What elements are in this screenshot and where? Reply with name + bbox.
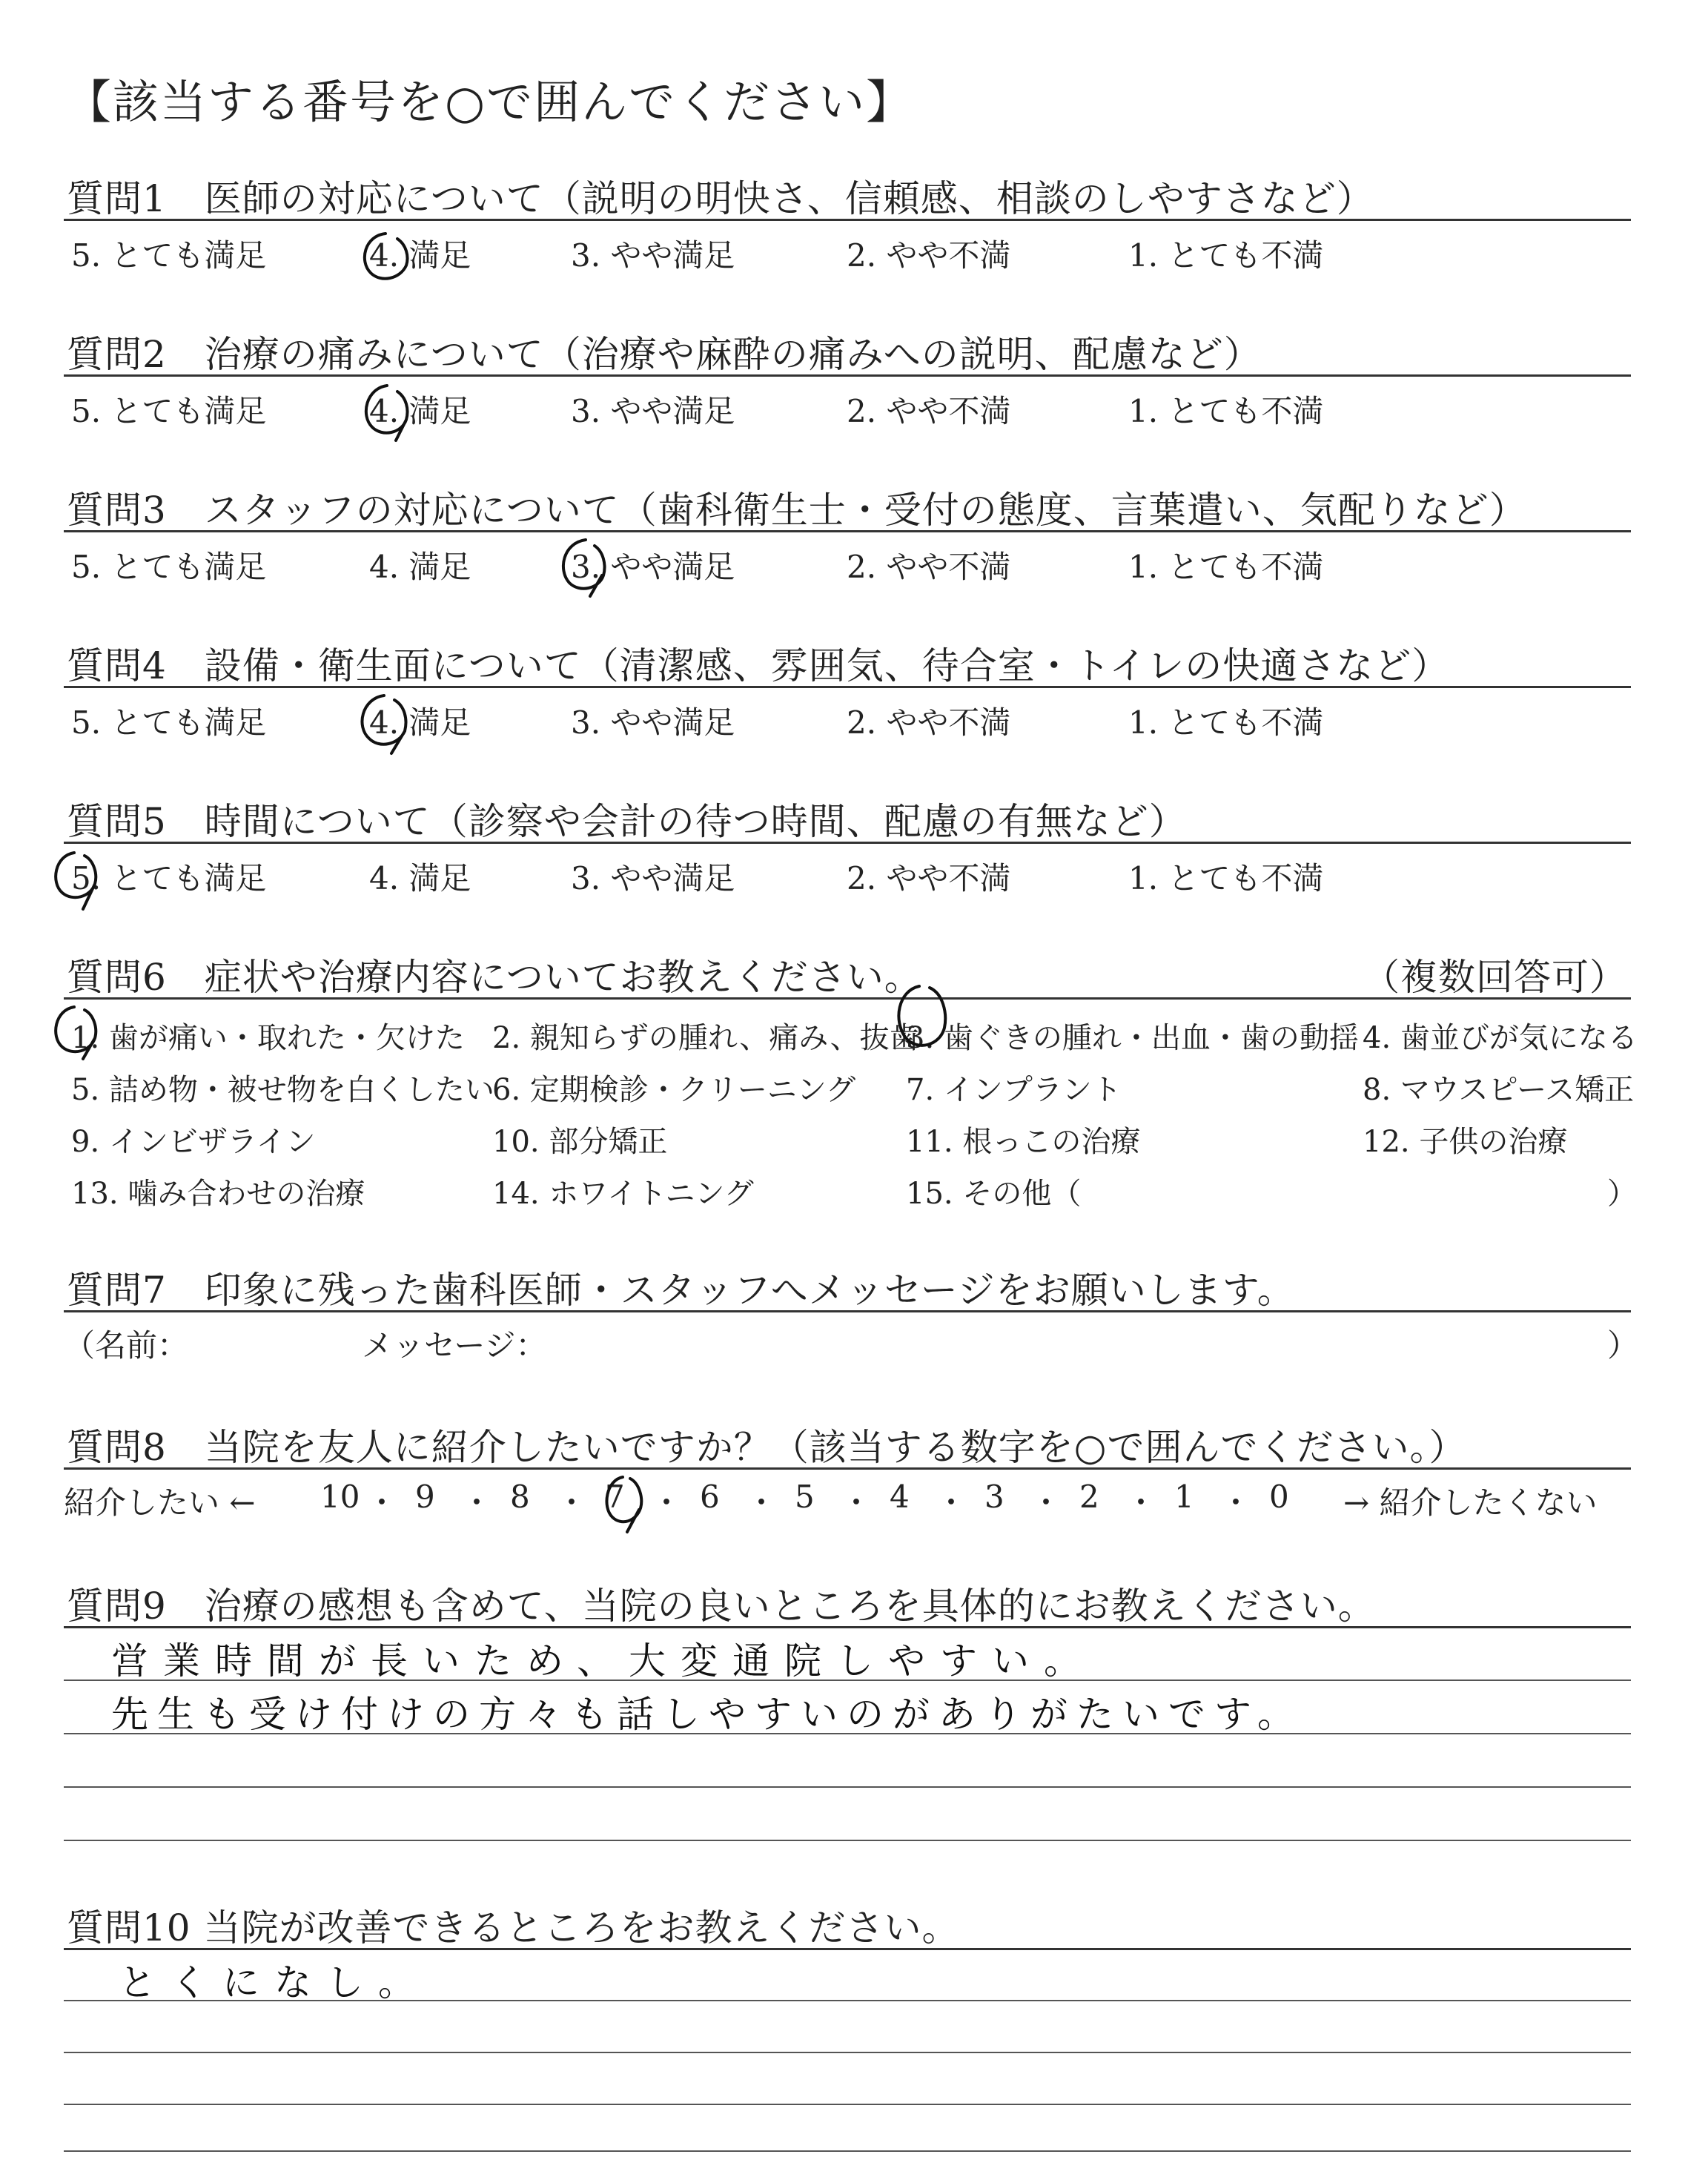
q8-scale-value-6[interactable]: 6: [700, 1479, 720, 1515]
q2-option-3[interactable]: 3. やや満足: [571, 393, 735, 429]
q3-option-4[interactable]: 4. 満足: [369, 549, 471, 585]
q3-option-5[interactable]: 5. とても満足: [71, 549, 267, 585]
page-title: 【該当する番号を○で囲んでください】: [65, 75, 914, 129]
q4-option-2[interactable]: 2. やや不満: [847, 704, 1011, 741]
q6-option-12[interactable]: 12. 子供の治療: [1363, 1125, 1568, 1159]
q5-option-4[interactable]: 4. 満足: [369, 860, 471, 896]
q3-option-2[interactable]: 2. やや不満: [847, 549, 1011, 585]
q10-heading: 質問10 当院が改善できるところをお教えください。: [67, 1906, 960, 1949]
q3-rule: [64, 530, 1631, 532]
q6-option-7[interactable]: 7. インプラント: [906, 1073, 1122, 1107]
q6-option-2[interactable]: 2. 親知らずの腫れ、痛み、抜歯: [492, 1021, 919, 1055]
q7-heading: 質問7 印象に残った歯科医師・スタッフへメッセージをお願いします。: [67, 1269, 1295, 1312]
q6-note: （複数回答可）: [1363, 956, 1627, 999]
q7-message-label: メッセージ：: [362, 1327, 547, 1364]
q4-option-1[interactable]: 1. とても不満: [1128, 704, 1324, 741]
q8-rule: [64, 1467, 1631, 1470]
q5-option-1[interactable]: 1. とても不満: [1128, 860, 1324, 896]
q8-scale-value-8[interactable]: 8: [510, 1479, 530, 1515]
q6-option-10[interactable]: 10. 部分矯正: [492, 1125, 668, 1159]
q5-option-5[interactable]: 5. とても満足: [71, 860, 267, 896]
q8-scale-separator: ・: [651, 1484, 683, 1521]
q2-heading: 質問2 治療の痛みについて（治療や麻酔の痛みへの説明、配慮など）: [67, 333, 1262, 376]
q6-option-3[interactable]: 3. 歯ぐきの腫れ・出血・歯の動揺: [906, 1021, 1359, 1055]
q6-option-8[interactable]: 8. マウスピース矯正: [1363, 1073, 1635, 1107]
q6-option-6[interactable]: 6. 定期検診・クリーニング: [492, 1073, 856, 1107]
q8-scale-value-0[interactable]: 0: [1269, 1479, 1289, 1515]
q8-scale-separator: ・: [1220, 1484, 1252, 1521]
q1-option-5[interactable]: 5. とても満足: [71, 237, 267, 274]
q10-rule-3: [64, 2052, 1631, 2053]
q9-rule-1: [64, 1626, 1631, 1628]
q4-heading: 質問4 設備・衛生面について（清潔感、雰囲気、待合室・トイレの快適さなど）: [67, 644, 1450, 687]
q2-option-4[interactable]: 4. 満足: [369, 393, 471, 429]
q8-left-label: 紹介したい ←: [64, 1484, 256, 1521]
q7-rule: [64, 1310, 1631, 1312]
q3-option-1[interactable]: 1. とても不満: [1128, 549, 1324, 585]
q3-heading: 質問3 スタッフの対応について（歯科衛生士・受付の態度、言葉遣い、気配りなど）: [67, 489, 1527, 532]
q8-scale-value-7[interactable]: 7: [605, 1479, 625, 1515]
q8-scale-value-3[interactable]: 3: [984, 1479, 1004, 1515]
q9-answer-line-1[interactable]: 営業時間が長いため、大変通院しやすい。: [111, 1639, 1096, 1682]
q1-option-1[interactable]: 1. とても不満: [1128, 237, 1324, 274]
q1-option-3[interactable]: 3. やや満足: [571, 237, 735, 274]
q9-answer-line-2[interactable]: 先生も受け付けの方々も話しやすいのがありがたいです。: [111, 1693, 1303, 1736]
q8-scale-value-10[interactable]: 10: [320, 1479, 360, 1515]
q8-scale-value-1[interactable]: 1: [1174, 1479, 1194, 1515]
q10-answer-line-1[interactable]: とくになし。: [119, 1961, 430, 2004]
q8-scale-separator: ・: [461, 1484, 493, 1521]
q10-rule-1: [64, 1948, 1631, 1950]
q8-scale-separator: ・: [841, 1484, 873, 1521]
q6-option-1[interactable]: 1. 歯が痛い・取れた・欠けた: [71, 1021, 465, 1055]
q8-scale-separator: ・: [366, 1484, 398, 1521]
q6-option-9[interactable]: 9. インビザライン: [71, 1125, 316, 1159]
q9-rule-4: [64, 1786, 1631, 1788]
q7-close-paren: ）: [1607, 1327, 1639, 1364]
q10-rule-4: [64, 2104, 1631, 2105]
q8-scale-value-5[interactable]: 5: [795, 1479, 815, 1515]
q2-option-1[interactable]: 1. とても不満: [1128, 393, 1324, 429]
q9-heading: 質問9 治療の感想も含めて、当院の良いところを具体的にお教えください。: [67, 1585, 1376, 1628]
q4-option-3[interactable]: 3. やや満足: [571, 704, 735, 741]
q8-scale-separator: ・: [1030, 1484, 1062, 1521]
q3-option-3[interactable]: 3. やや満足: [571, 549, 735, 585]
q6-option-15[interactable]: 15. その他（: [906, 1177, 1082, 1211]
q5-heading: 質問5 時間について（診察や会計の待つ時間、配慮の有無など）: [67, 800, 1187, 843]
q4-option-4[interactable]: 4. 満足: [369, 704, 471, 741]
q8-scale-separator: ・: [556, 1484, 588, 1521]
q8-scale-separator: ・: [1125, 1484, 1157, 1521]
q6-option-4[interactable]: 4. 歯並びが気になる: [1363, 1021, 1638, 1055]
q6-other-close-paren: ）: [1607, 1177, 1637, 1211]
q7-name-label: （名前：: [64, 1327, 189, 1364]
q8-scale-separator: ・: [936, 1484, 967, 1521]
q5-rule: [64, 842, 1631, 844]
q1-option-4[interactable]: 4. 満足: [369, 237, 471, 274]
q1-heading: 質問1 医師の対応について（説明の明快さ、信頼感、相談のしやすさなど）: [67, 177, 1374, 220]
q8-heading: 質問8 当院を友人に紹介したいですか？（該当する数字を○で囲んでください。）: [67, 1426, 1467, 1469]
q6-option-11[interactable]: 11. 根っこの治療: [906, 1125, 1141, 1159]
q8-scale-value-4[interactable]: 4: [890, 1479, 910, 1515]
q4-rule: [64, 686, 1631, 688]
q8-right-label: → 紹介したくない: [1343, 1484, 1598, 1521]
q6-heading: 質問6 症状や治療内容についてお教えください。: [67, 956, 922, 999]
q8-scale-separator: ・: [746, 1484, 778, 1521]
q6-rule: [64, 997, 1631, 1000]
q5-option-3[interactable]: 3. やや満足: [571, 860, 735, 896]
q10-rule-5: [64, 2150, 1631, 2152]
q8-scale-value-2[interactable]: 2: [1079, 1479, 1099, 1515]
q2-option-5[interactable]: 5. とても満足: [71, 393, 267, 429]
q6-option-13[interactable]: 13. 噛み合わせの治療: [71, 1177, 365, 1211]
q1-rule: [64, 219, 1631, 221]
q6-option-14[interactable]: 14. ホワイトニング: [492, 1177, 754, 1211]
q8-scale-value-9[interactable]: 9: [415, 1479, 435, 1515]
q4-option-5[interactable]: 5. とても満足: [71, 704, 267, 741]
q2-rule: [64, 374, 1631, 377]
q6-option-5[interactable]: 5. 詰め物・被せ物を白くしたい: [71, 1073, 494, 1107]
q1-option-2[interactable]: 2. やや不満: [847, 237, 1011, 274]
q9-rule-5: [64, 1840, 1631, 1841]
q2-option-2[interactable]: 2. やや不満: [847, 393, 1011, 429]
q5-option-2[interactable]: 2. やや不満: [847, 860, 1011, 896]
